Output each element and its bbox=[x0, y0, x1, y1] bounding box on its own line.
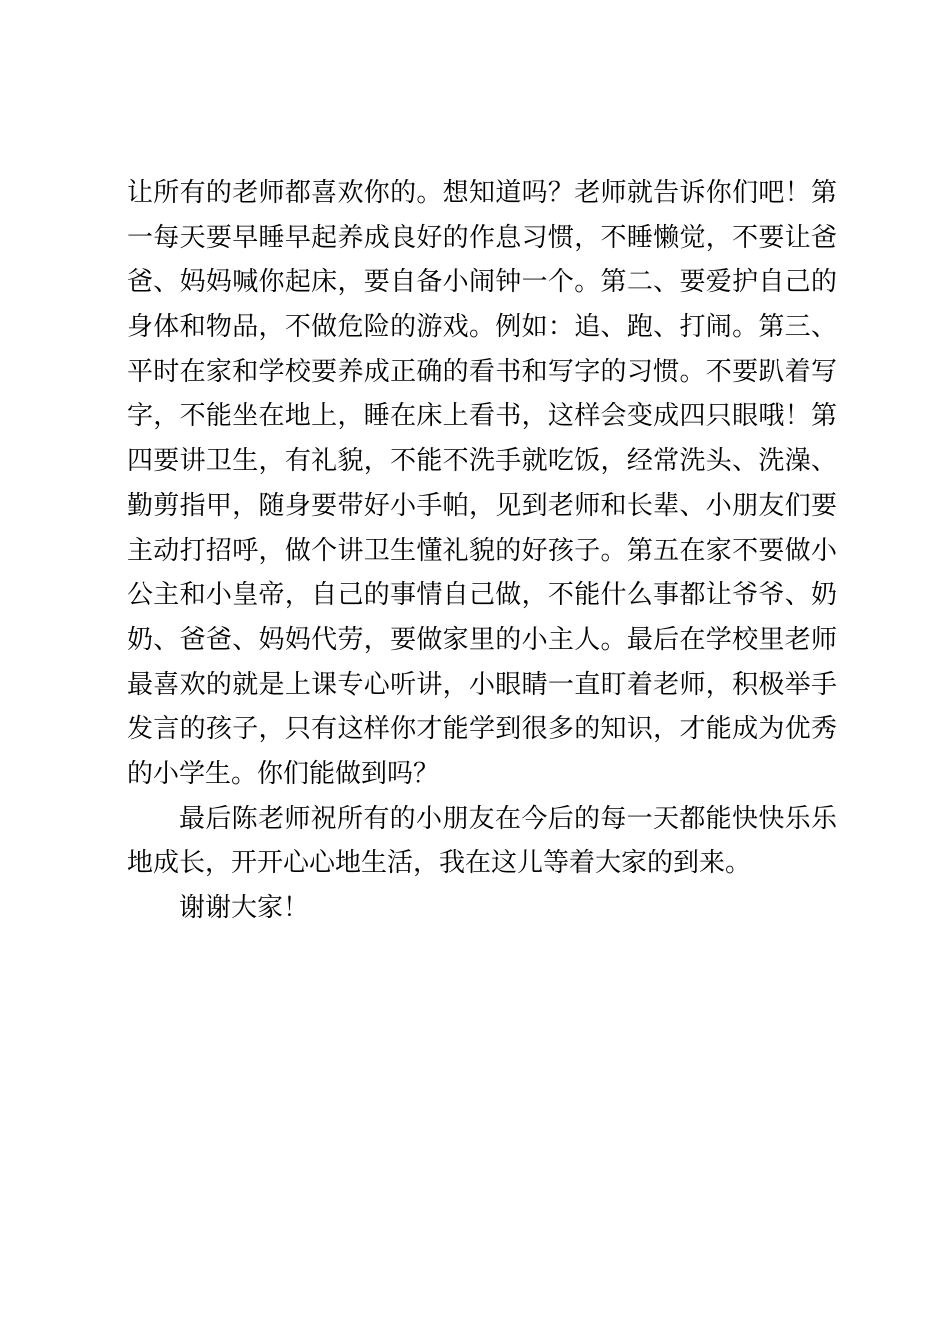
text-line: 公主和小皇帝，自己的事情自己做，不能什么事都让爷爷、奶 bbox=[127, 580, 837, 611]
text-line: 四要讲卫生，有礼貌，不能不洗手就吃饭，经常洗头、洗澡、 bbox=[127, 446, 837, 477]
text-line: 主动打招呼，做个讲卫生懂礼貌的好孩子。第五在家不要做小 bbox=[127, 535, 837, 566]
text-line: 字，不能坐在地上，睡在床上看书，这样会变成四只眼哦！第 bbox=[127, 401, 837, 432]
text-line: 身体和物品，不做危险的游戏。例如：追、跑、打闹。第三、 bbox=[127, 312, 837, 343]
text-line: 奶、爸爸、妈妈代劳，要做家里的小主人。最后在学校里老师 bbox=[127, 624, 837, 655]
text-line: 让所有的老师都喜欢你的。想知道吗？老师就告诉你们吧！第 bbox=[127, 178, 837, 208]
text-line: 地成长，开开心心地生活，我在这儿等着大家的到来。 bbox=[127, 848, 752, 879]
text-line: 的小学生。你们能做到吗？ bbox=[127, 758, 440, 789]
paragraph-advice bbox=[127, 171, 837, 797]
text-line: 平时在家和学校要养成正确的看书和写字的习惯。不要趴着写 bbox=[127, 356, 837, 387]
text-line: 发言的孩子，只有这样你才能学到很多的知识，才能成为优秀 bbox=[127, 714, 837, 745]
text-line: 最后陈老师祝所有的小朋友在今后的每一天都能快快乐乐 bbox=[179, 803, 837, 834]
document-body bbox=[127, 171, 837, 931]
paragraph-closing bbox=[127, 886, 837, 931]
paragraph-wishes bbox=[127, 797, 837, 886]
text-line: 勤剪指甲，随身要带好小手帕，见到老师和长辈、小朋友们要 bbox=[127, 490, 837, 521]
text-line: 最喜欢的就是上课专心听讲，小眼睛一直盯着老师，积极举手 bbox=[127, 669, 837, 700]
text-line: 爸、妈妈喊你起床，要自备小闹钟一个。第二、要爱护自己的 bbox=[127, 267, 837, 298]
text-line: 一每天要早睡早起养成良好的作息习惯，不睡懒觉，不要让爸 bbox=[127, 222, 837, 253]
closing-line: 谢谢大家！ bbox=[179, 893, 310, 923]
